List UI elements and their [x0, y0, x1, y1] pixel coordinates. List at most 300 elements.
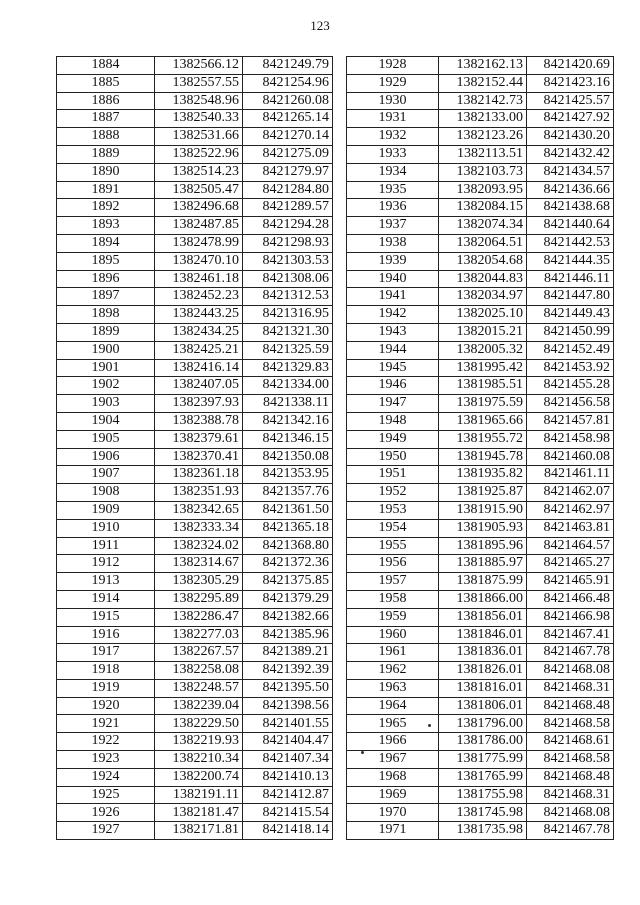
- x-coordinate-cell: 1382407.05: [155, 377, 243, 395]
- point-number-cell: 1931: [347, 110, 439, 128]
- x-coordinate-cell: 1381885.97: [439, 555, 527, 573]
- table-row: [57, 128, 333, 146]
- table-row: [347, 145, 614, 163]
- y-coordinate-cell: 8421316.95: [243, 306, 333, 324]
- point-number-cell: 1953: [347, 501, 439, 519]
- point-number-cell: 1928: [347, 57, 439, 75]
- table-row: [57, 92, 333, 110]
- table-row: [57, 608, 333, 626]
- x-coordinate-cell: 1382005.32: [439, 341, 527, 359]
- table-row: [347, 270, 614, 288]
- point-number-cell: 1898: [57, 306, 155, 324]
- point-number-cell: 1967: [347, 751, 439, 769]
- x-coordinate-cell: 1381786.00: [439, 733, 527, 751]
- y-coordinate-cell: 8421325.59: [243, 341, 333, 359]
- point-number-cell: 1893: [57, 217, 155, 235]
- x-coordinate-cell: 1382123.26: [439, 128, 527, 146]
- y-coordinate-cell: 8421465.27: [527, 555, 614, 573]
- y-coordinate-cell: 8421382.66: [243, 608, 333, 626]
- table-row: [57, 181, 333, 199]
- x-coordinate-cell: 1381985.51: [439, 377, 527, 395]
- x-coordinate-cell: 1382314.67: [155, 555, 243, 573]
- table-row: [347, 199, 614, 217]
- y-coordinate-cell: 8421412.87: [243, 786, 333, 804]
- point-number-cell: 1884: [57, 57, 155, 75]
- y-coordinate-cell: 8421462.97: [527, 501, 614, 519]
- table-row: [57, 590, 333, 608]
- table-row: [57, 822, 333, 840]
- x-coordinate-cell: 1382461.18: [155, 270, 243, 288]
- table-row: [347, 110, 614, 128]
- point-number-cell: 1890: [57, 163, 155, 181]
- point-number-cell: 1935: [347, 181, 439, 199]
- x-coordinate-cell: 1381925.87: [439, 484, 527, 502]
- y-coordinate-cell: 8421312.53: [243, 288, 333, 306]
- x-coordinate-cell: 1381755.98: [439, 786, 527, 804]
- point-number-cell: 1916: [57, 626, 155, 644]
- y-coordinate-cell: 8421452.49: [527, 341, 614, 359]
- point-number-cell: 1899: [57, 323, 155, 341]
- y-coordinate-cell: 8421308.06: [243, 270, 333, 288]
- point-number-cell: 1949: [347, 430, 439, 448]
- point-number-cell: 1885: [57, 74, 155, 92]
- point-number-cell: 1960: [347, 626, 439, 644]
- point-number-cell: 1955: [347, 537, 439, 555]
- x-coordinate-cell: 1382470.10: [155, 252, 243, 270]
- y-coordinate-cell: 8421375.85: [243, 573, 333, 591]
- point-number-cell: 1950: [347, 448, 439, 466]
- y-coordinate-cell: 8421442.53: [527, 234, 614, 252]
- table-row: [57, 341, 333, 359]
- point-number-cell: 1920: [57, 697, 155, 715]
- point-number-cell: 1940: [347, 270, 439, 288]
- table-row: [57, 377, 333, 395]
- point-number-cell: 1952: [347, 484, 439, 502]
- x-coordinate-cell: 1382229.50: [155, 715, 243, 733]
- y-coordinate-cell: 8421372.36: [243, 555, 333, 573]
- point-number-cell: 1904: [57, 412, 155, 430]
- table-row: [57, 270, 333, 288]
- table-row: [57, 519, 333, 537]
- point-number-cell: 1942: [347, 306, 439, 324]
- table-row: [57, 163, 333, 181]
- y-coordinate-cell: 8421249.79: [243, 57, 333, 75]
- y-coordinate-cell: 8421467.78: [527, 644, 614, 662]
- x-coordinate-cell: 1381806.01: [439, 697, 527, 715]
- table-row: [347, 448, 614, 466]
- table-row: [347, 644, 614, 662]
- y-coordinate-cell: 8421456.58: [527, 395, 614, 413]
- y-coordinate-cell: 8421265.14: [243, 110, 333, 128]
- table-row: [57, 679, 333, 697]
- table-row: [57, 804, 333, 822]
- x-coordinate-cell: 1381935.82: [439, 466, 527, 484]
- table-row: [347, 822, 614, 840]
- y-coordinate-cell: 8421434.57: [527, 163, 614, 181]
- point-number-cell: 1959: [347, 608, 439, 626]
- point-number-cell: 1956: [347, 555, 439, 573]
- point-number-cell: 1934: [347, 163, 439, 181]
- point-number-cell: 1941: [347, 288, 439, 306]
- y-coordinate-cell: 8421423.16: [527, 74, 614, 92]
- table-row: [347, 181, 614, 199]
- x-coordinate-cell: 1382452.23: [155, 288, 243, 306]
- y-coordinate-cell: 8421392.39: [243, 662, 333, 680]
- y-coordinate-cell: 8421468.31: [527, 679, 614, 697]
- y-coordinate-cell: 8421298.93: [243, 234, 333, 252]
- table-row: [347, 573, 614, 591]
- point-number-cell: 1902: [57, 377, 155, 395]
- y-coordinate-cell: 8421467.78: [527, 822, 614, 840]
- x-coordinate-cell: 1382333.34: [155, 519, 243, 537]
- table-row: [57, 395, 333, 413]
- y-coordinate-cell: 8421468.48: [527, 697, 614, 715]
- table-row: [347, 234, 614, 252]
- y-coordinate-cell: 8421260.08: [243, 92, 333, 110]
- x-coordinate-cell: 1381915.90: [439, 501, 527, 519]
- y-coordinate-cell: 8421410.13: [243, 768, 333, 786]
- x-coordinate-cell: 1381735.98: [439, 822, 527, 840]
- table-row: [57, 323, 333, 341]
- table-row: [347, 341, 614, 359]
- y-coordinate-cell: 8421467.41: [527, 626, 614, 644]
- table-row: [57, 466, 333, 484]
- point-number-cell: 1927: [57, 822, 155, 840]
- table-row: [347, 733, 614, 751]
- y-coordinate-cell: 8421342.16: [243, 412, 333, 430]
- x-coordinate-cell: 1382557.55: [155, 74, 243, 92]
- x-coordinate-cell: 1381826.01: [439, 662, 527, 680]
- x-coordinate-cell: 1382133.00: [439, 110, 527, 128]
- point-number-cell: 1895: [57, 252, 155, 270]
- table-row: [347, 306, 614, 324]
- point-number-cell: 1937: [347, 217, 439, 235]
- table-row: [347, 323, 614, 341]
- table-row: [57, 768, 333, 786]
- point-number-cell: 1946: [347, 377, 439, 395]
- point-number-cell: 1929: [347, 74, 439, 92]
- y-coordinate-cell: 8421275.09: [243, 145, 333, 163]
- x-coordinate-cell: 1382191.11: [155, 786, 243, 804]
- x-coordinate-cell: 1381846.01: [439, 626, 527, 644]
- table-row: [347, 590, 614, 608]
- table-row: [57, 573, 333, 591]
- table-row: [57, 644, 333, 662]
- point-number-cell: 1912: [57, 555, 155, 573]
- point-number-cell: 1968: [347, 768, 439, 786]
- point-number-cell: 1932: [347, 128, 439, 146]
- y-coordinate-cell: 8421361.50: [243, 501, 333, 519]
- point-number-cell: 1943: [347, 323, 439, 341]
- point-number-cell: 1945: [347, 359, 439, 377]
- y-coordinate-cell: 8421321.30: [243, 323, 333, 341]
- x-coordinate-cell: 1382305.29: [155, 573, 243, 591]
- point-number-cell: 1910: [57, 519, 155, 537]
- y-coordinate-cell: 8421379.29: [243, 590, 333, 608]
- x-coordinate-cell: 1382379.61: [155, 430, 243, 448]
- point-number-cell: 1894: [57, 234, 155, 252]
- point-number-cell: 1951: [347, 466, 439, 484]
- table-row: [57, 252, 333, 270]
- table-row: [347, 359, 614, 377]
- y-coordinate-cell: 8421463.81: [527, 519, 614, 537]
- x-coordinate-cell: 1381965.66: [439, 412, 527, 430]
- y-coordinate-cell: 8421432.42: [527, 145, 614, 163]
- y-coordinate-cell: 8421449.43: [527, 306, 614, 324]
- table-row: [347, 484, 614, 502]
- point-number-cell: 1921: [57, 715, 155, 733]
- coordinates-table-left: [56, 56, 333, 840]
- table-row: [347, 377, 614, 395]
- point-number-cell: 1906: [57, 448, 155, 466]
- x-coordinate-cell: 1382514.23: [155, 163, 243, 181]
- y-coordinate-cell: 8421461.11: [527, 466, 614, 484]
- x-coordinate-cell: 1381955.72: [439, 430, 527, 448]
- table-row: [57, 448, 333, 466]
- point-number-cell: 1919: [57, 679, 155, 697]
- x-coordinate-cell: 1382277.03: [155, 626, 243, 644]
- x-coordinate-cell: 1382416.14: [155, 359, 243, 377]
- y-coordinate-cell: 8421466.48: [527, 590, 614, 608]
- point-number-cell: 1892: [57, 199, 155, 217]
- point-number-cell: 1925: [57, 786, 155, 804]
- point-number-cell: 1939: [347, 252, 439, 270]
- x-coordinate-cell: 1382388.78: [155, 412, 243, 430]
- y-coordinate-cell: 8421350.08: [243, 448, 333, 466]
- x-coordinate-cell: 1381995.42: [439, 359, 527, 377]
- x-coordinate-cell: 1381875.99: [439, 573, 527, 591]
- point-number-cell: 1963: [347, 679, 439, 697]
- point-number-cell: 1889: [57, 145, 155, 163]
- x-coordinate-cell: 1382342.65: [155, 501, 243, 519]
- y-coordinate-cell: 8421398.56: [243, 697, 333, 715]
- x-coordinate-cell: 1382219.93: [155, 733, 243, 751]
- y-coordinate-cell: 8421254.96: [243, 74, 333, 92]
- table-row: [347, 430, 614, 448]
- y-coordinate-cell: 8421468.08: [527, 662, 614, 680]
- x-coordinate-cell: 1382044.83: [439, 270, 527, 288]
- point-number-cell: 1954: [347, 519, 439, 537]
- y-coordinate-cell: 8421357.76: [243, 484, 333, 502]
- point-number-cell: 1900: [57, 341, 155, 359]
- y-coordinate-cell: 8421334.00: [243, 377, 333, 395]
- table-row: [347, 679, 614, 697]
- y-coordinate-cell: 8421468.58: [527, 715, 614, 733]
- x-coordinate-cell: 1382093.95: [439, 181, 527, 199]
- table-row: [57, 359, 333, 377]
- x-coordinate-cell: 1381765.99: [439, 768, 527, 786]
- y-coordinate-cell: 8421338.11: [243, 395, 333, 413]
- point-number-cell: 1909: [57, 501, 155, 519]
- x-coordinate-cell: 1382015.21: [439, 323, 527, 341]
- point-number-cell: 1924: [57, 768, 155, 786]
- table-row: [347, 501, 614, 519]
- x-coordinate-cell: 1382478.99: [155, 234, 243, 252]
- table-row: [57, 306, 333, 324]
- table-row: [57, 786, 333, 804]
- y-coordinate-cell: 8421462.07: [527, 484, 614, 502]
- table-row: [57, 412, 333, 430]
- point-number-cell: 1911: [57, 537, 155, 555]
- table-row: [57, 501, 333, 519]
- point-number-cell: 1897: [57, 288, 155, 306]
- table-row: [57, 74, 333, 92]
- table-row: [347, 768, 614, 786]
- table-row: [347, 537, 614, 555]
- table-row: [347, 466, 614, 484]
- point-number-cell: 1966: [347, 733, 439, 751]
- table-row: [57, 430, 333, 448]
- table-row: [347, 626, 614, 644]
- point-number-cell: 1961: [347, 644, 439, 662]
- table-row: [57, 555, 333, 573]
- y-coordinate-cell: 8421404.47: [243, 733, 333, 751]
- x-coordinate-cell: 1382361.18: [155, 466, 243, 484]
- table-row: [347, 519, 614, 537]
- x-coordinate-cell: 1382370.41: [155, 448, 243, 466]
- y-coordinate-cell: 8421289.57: [243, 199, 333, 217]
- point-number-cell: 1887: [57, 110, 155, 128]
- x-coordinate-cell: 1382074.34: [439, 217, 527, 235]
- point-number-cell: 1964: [347, 697, 439, 715]
- x-coordinate-cell: 1381905.93: [439, 519, 527, 537]
- x-coordinate-cell: 1382239.04: [155, 697, 243, 715]
- x-coordinate-cell: 1382434.25: [155, 323, 243, 341]
- y-coordinate-cell: 8421329.83: [243, 359, 333, 377]
- point-number-cell: 1957: [347, 573, 439, 591]
- y-coordinate-cell: 8421465.91: [527, 573, 614, 591]
- table-row: [347, 412, 614, 430]
- y-coordinate-cell: 8421453.92: [527, 359, 614, 377]
- point-number-cell: 1971: [347, 822, 439, 840]
- table-row: [347, 217, 614, 235]
- y-coordinate-cell: 8421455.28: [527, 377, 614, 395]
- y-coordinate-cell: 8421368.80: [243, 537, 333, 555]
- x-coordinate-cell: 1382181.47: [155, 804, 243, 822]
- y-coordinate-cell: 8421385.96: [243, 626, 333, 644]
- point-number-cell: 1930: [347, 92, 439, 110]
- x-coordinate-cell: 1382397.93: [155, 395, 243, 413]
- y-coordinate-cell: 8421458.98: [527, 430, 614, 448]
- x-coordinate-cell: 1382295.89: [155, 590, 243, 608]
- y-coordinate-cell: 8421427.92: [527, 110, 614, 128]
- y-coordinate-cell: 8421365.18: [243, 519, 333, 537]
- y-coordinate-cell: 8421450.99: [527, 323, 614, 341]
- x-coordinate-cell: 1382258.08: [155, 662, 243, 680]
- table-row: [57, 57, 333, 75]
- point-number-cell: 1923: [57, 751, 155, 769]
- y-coordinate-cell: 8421438.68: [527, 199, 614, 217]
- y-coordinate-cell: 8421279.97: [243, 163, 333, 181]
- table-row: [57, 234, 333, 252]
- x-coordinate-cell: 1382351.93: [155, 484, 243, 502]
- table-row: [347, 804, 614, 822]
- x-coordinate-cell: 1381775.99: [439, 751, 527, 769]
- table-row: [57, 697, 333, 715]
- x-coordinate-cell: 1382084.15: [439, 199, 527, 217]
- table-row: [347, 608, 614, 626]
- y-coordinate-cell: 8421395.50: [243, 679, 333, 697]
- point-number-cell: 1896: [57, 270, 155, 288]
- point-number-cell: 1888: [57, 128, 155, 146]
- table-row: [347, 662, 614, 680]
- x-coordinate-cell: 1381975.59: [439, 395, 527, 413]
- x-coordinate-cell: 1381836.01: [439, 644, 527, 662]
- table-row: [347, 128, 614, 146]
- coordinates-table-right: [346, 56, 614, 840]
- x-coordinate-cell: 1382064.51: [439, 234, 527, 252]
- y-coordinate-cell: 8421464.57: [527, 537, 614, 555]
- stray-dot-mark: [361, 751, 364, 754]
- table-row: [57, 626, 333, 644]
- y-coordinate-cell: 8421425.57: [527, 92, 614, 110]
- y-coordinate-cell: 8421440.64: [527, 217, 614, 235]
- table-row: [347, 288, 614, 306]
- point-number-cell: 1936: [347, 199, 439, 217]
- x-coordinate-cell: 1381895.96: [439, 537, 527, 555]
- y-coordinate-cell: 8421284.80: [243, 181, 333, 199]
- x-coordinate-cell: 1381866.00: [439, 590, 527, 608]
- x-coordinate-cell: 1382210.34: [155, 751, 243, 769]
- y-coordinate-cell: 8421468.61: [527, 733, 614, 751]
- point-number-cell: 1970: [347, 804, 439, 822]
- y-coordinate-cell: 8421468.31: [527, 786, 614, 804]
- x-coordinate-cell: 1381816.01: [439, 679, 527, 697]
- point-number-cell: 1917: [57, 644, 155, 662]
- point-number-cell: 1926: [57, 804, 155, 822]
- y-coordinate-cell: 8421389.21: [243, 644, 333, 662]
- y-coordinate-cell: 8421460.08: [527, 448, 614, 466]
- x-coordinate-cell: 1382054.68: [439, 252, 527, 270]
- y-coordinate-cell: 8421401.55: [243, 715, 333, 733]
- point-number-cell: 1905: [57, 430, 155, 448]
- point-number-cell: 1965: [347, 715, 439, 733]
- table-row: [57, 751, 333, 769]
- table-row: [57, 484, 333, 502]
- x-coordinate-cell: 1382267.57: [155, 644, 243, 662]
- y-coordinate-cell: 8421444.35: [527, 252, 614, 270]
- x-coordinate-cell: 1382142.73: [439, 92, 527, 110]
- x-coordinate-cell: 1382540.33: [155, 110, 243, 128]
- point-number-cell: 1938: [347, 234, 439, 252]
- x-coordinate-cell: 1382531.66: [155, 128, 243, 146]
- x-coordinate-cell: 1382113.51: [439, 145, 527, 163]
- table-row: [347, 715, 614, 733]
- y-coordinate-cell: 8421294.28: [243, 217, 333, 235]
- table-row: [57, 217, 333, 235]
- y-coordinate-cell: 8421430.20: [527, 128, 614, 146]
- table-row: [347, 57, 614, 75]
- page-number: 123: [310, 18, 330, 33]
- y-coordinate-cell: 8421270.14: [243, 128, 333, 146]
- point-number-cell: 1907: [57, 466, 155, 484]
- x-coordinate-cell: 1382487.85: [155, 217, 243, 235]
- point-number-cell: 1944: [347, 341, 439, 359]
- table-row: [347, 252, 614, 270]
- x-coordinate-cell: 1382162.13: [439, 57, 527, 75]
- point-number-cell: 1933: [347, 145, 439, 163]
- x-coordinate-cell: 1382324.02: [155, 537, 243, 555]
- point-number-cell: 1958: [347, 590, 439, 608]
- table-row: [57, 662, 333, 680]
- point-number-cell: 1886: [57, 92, 155, 110]
- x-coordinate-cell: 1382522.96: [155, 145, 243, 163]
- point-number-cell: 1922: [57, 733, 155, 751]
- x-coordinate-cell: 1382200.74: [155, 768, 243, 786]
- y-coordinate-cell: 8421303.53: [243, 252, 333, 270]
- table-row: [347, 74, 614, 92]
- point-number-cell: 1969: [347, 786, 439, 804]
